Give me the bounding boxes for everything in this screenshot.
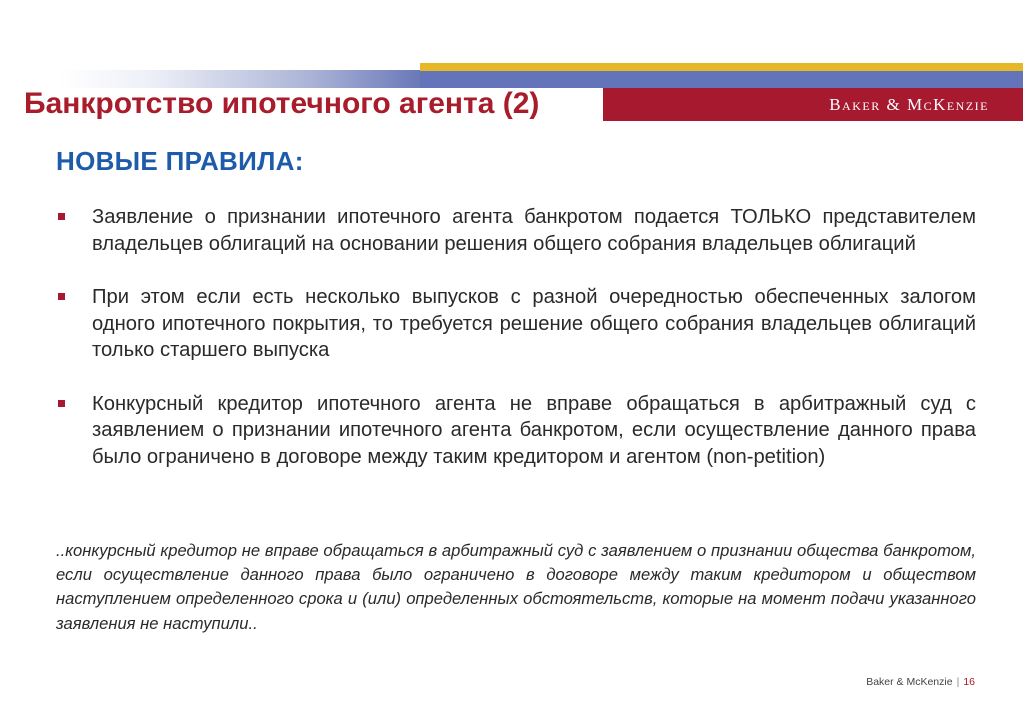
bullet-item — [56, 391, 976, 471]
footer — [866, 676, 975, 688]
section-heading: НОВЫЕ ПРАВИЛА: — [56, 146, 304, 176]
bullet-item — [56, 204, 976, 257]
bullet-text: При этом если есть несколько выпусков с разной очередностью обеспеченных залогом одного ипотечного покрытия, то требуется решение общего собрания владельцев облигаций только старшего выпуска — [92, 286, 976, 361]
footer-separator: | — [956, 676, 960, 688]
footer-company: Baker & McKenzie — [866, 676, 953, 688]
header-gold-stripe — [420, 63, 1023, 71]
bullet-list — [56, 204, 976, 470]
legal-quote: ..конкурсный кредитор не вправе обращаться в арбитражный суд с заявлением о признании общества банкротом, если осуществление данного права было ограничено в договоре между таким кредитором и обществом наступлением определенного срока и (или) определенных обстоятельств, которые на момент подачи указанного заявления не наступили.. — [56, 541, 976, 633]
bullet-item — [56, 284, 976, 364]
square-bullet-icon — [58, 400, 65, 407]
logo-bar — [603, 88, 1023, 121]
company-logo: Baker & McKenzie — [829, 94, 989, 114]
bullet-text: Конкурсный кредитор ипотечного агента не вправе обращаться в арбитражный суд с заявлением о признании ипотечного агента банкротом, если осуществление данного права было ограничено в договоре между таким кредитором и агентом (non-petition) — [92, 392, 976, 468]
square-bullet-icon — [58, 213, 65, 220]
slide-title: Банкротство ипотечного агента (2) — [24, 87, 540, 120]
square-bullet-icon — [58, 293, 65, 300]
bullet-text: Заявление о признании ипотечного агента банкротом подается ТОЛЬКО представителем владельцев облигаций на основании решения общего собрания владельцев облигаций — [92, 206, 976, 255]
page-number: 16 — [963, 676, 975, 688]
